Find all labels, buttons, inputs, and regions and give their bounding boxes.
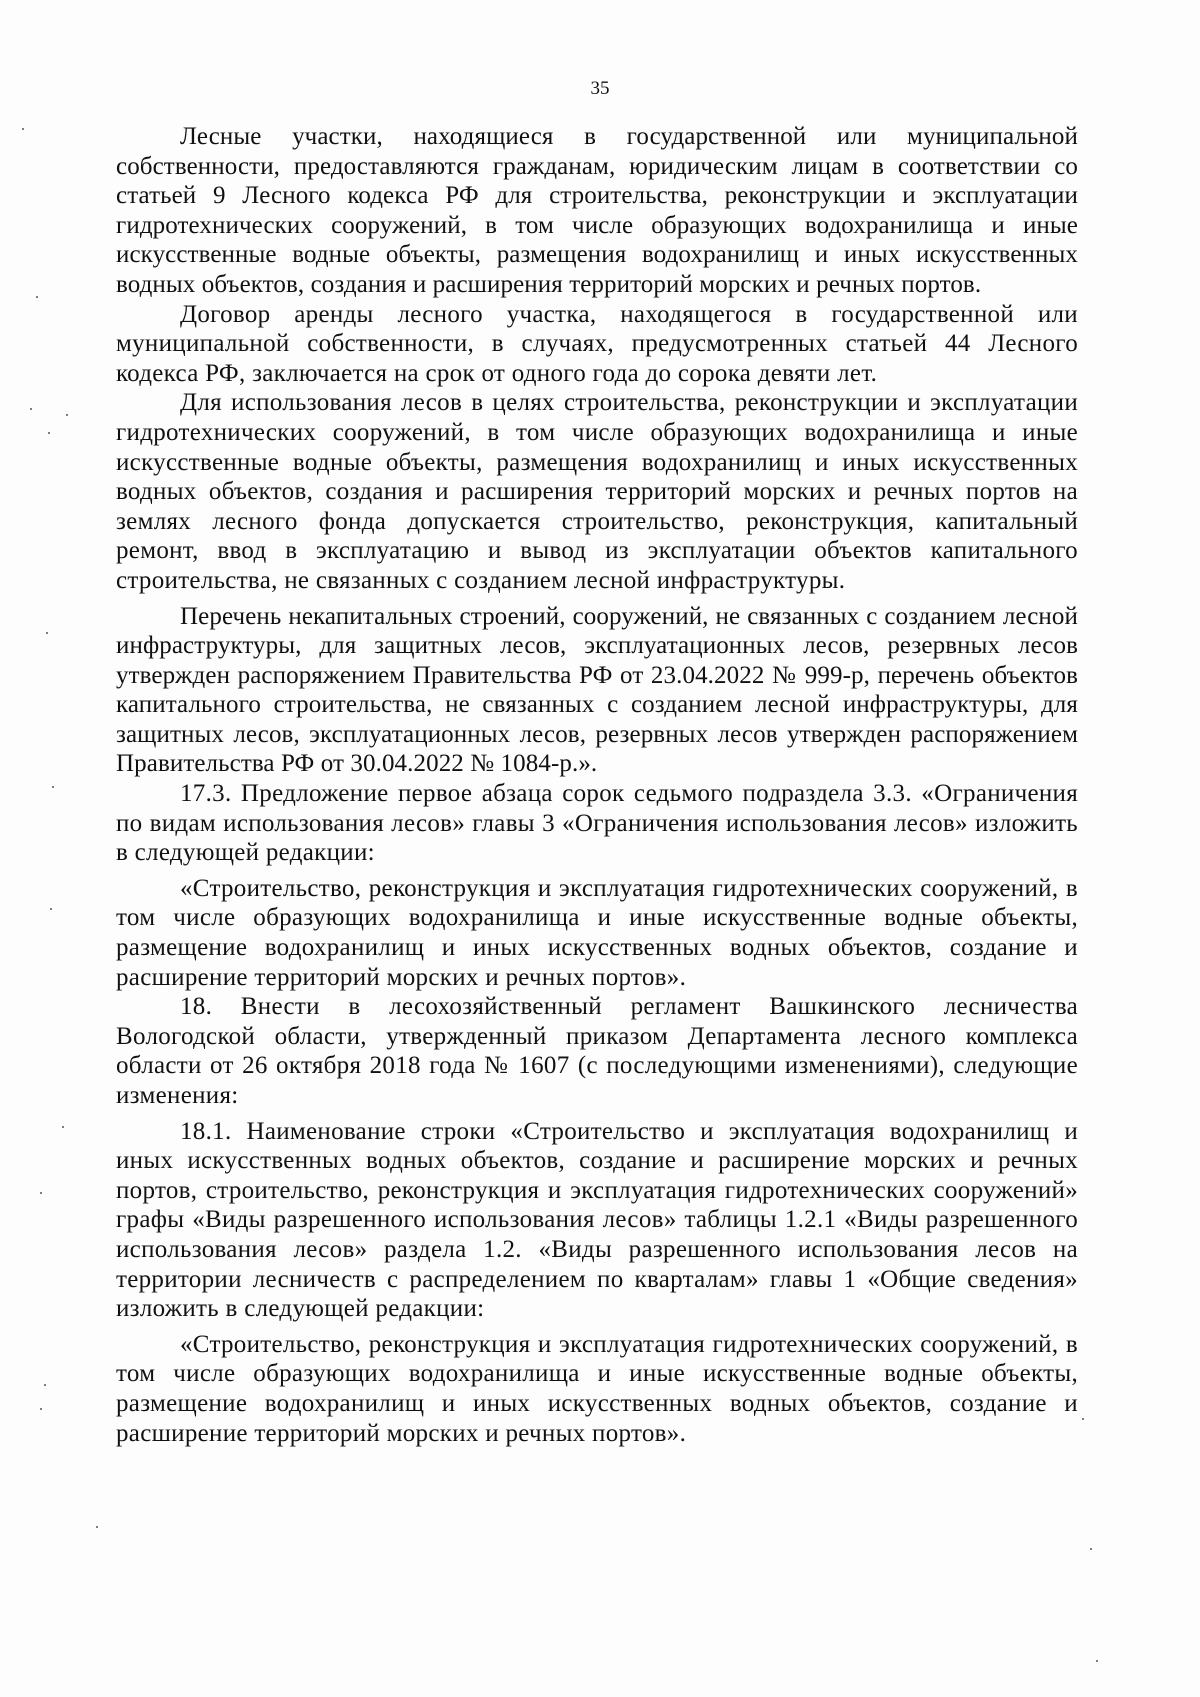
- paragraph-forest-plots-provision: Лесные участки, находящиеся в государственной или муниципальной собственности, предоставляются гражданам, юридическим лицам в соответствии со статьей 9 Лесного кодекса РФ для строительства, реконструкции и эксплуатации гидротехнических сооружений, в том числе образующих водохранилища и иные искусственные водные объекты, размещения водохранилищ и иных искусственных водных объектов, создания и расширения территорий морских и речных портов.: [116, 123, 1078, 298]
- scan-speck: [36, 296, 38, 298]
- paragraph-item-17-3: 17.3. Предложение первое абзаца сорок седьмого подраздела 3.3. «Ограничения по видам использования лесов» главы 3 «Ограничения использования лесов» изложить в следующей редакции:: [116, 780, 1078, 867]
- paragraph-item-18: 18. Внести в лесохозяйственный регламент Вашкинского лесничества Вологодской области, утвержденный приказом Департамента лесного комплекса области от 26 октября 2018 года № 1607 (с последующими изменениями), следующие изменения:: [116, 993, 1078, 1109]
- scan-speck: [44, 1384, 46, 1386]
- scan-speck: [1082, 1418, 1084, 1420]
- scan-speck: [40, 1192, 42, 1194]
- paragraph-lease-agreement-term: Договор аренды лесного участка, находящегося в государственной или муниципальной собственности, в случаях, предусмотренных статьей 44 Лесного кодекса РФ, заключается на срок от одного года до сорока девяти лет.: [116, 300, 1078, 387]
- scan-speck: [46, 632, 48, 634]
- paragraph-item-18-1: 18.1. Наименование строки «Строительство и эксплуатация водохранилищ и иных искусственных водных объектов, создание и расширение морских и речных портов, строительство, реконструкция и эксплуатация гидротехнических сооружений» графы «Виды разрешенного использования лесов» таблицы 1.2.1 «Виды разрешенного использования лесов» раздела 1.2. «Виды разрешенного использования лесов на территории лесничеств с распределением по кварталам» главы 1 «Общие сведения» изложить в следующей редакции:: [116, 1117, 1078, 1323]
- scan-speck: [62, 1126, 64, 1128]
- paragraph-quoted-replacement-1: «Строительство, реконструкция и эксплуатация гидротехнических сооружений, в том числе образующих водохранилища и иные искусственные водные объекты, размещение водохранилищ и иных искусственных водных объектов, создание и расширение территорий морских и речных портов».: [116, 874, 1078, 991]
- scan-speck: [40, 1408, 42, 1410]
- scan-speck: [52, 786, 54, 788]
- paragraph-list-of-structures: Перечень некапитальных строений, сооружений, не связанных с созданием лесной инфраструктуры, для защитных лесов, эксплуатационных лесов, резервных лесов утвержден распоряжением Правительства РФ от 23.04.2022 № 999-р, перечень объектов капитального строительства, не связанных с созданием лесной инфраструктуры, для защитных лесов, эксплуатационных лесов, резервных лесов утвержден распоряжением Правительства РФ от 30.04.2022 № 1084-р.».: [116, 602, 1078, 778]
- page-number: 35: [590, 78, 610, 99]
- scan-speck: [48, 432, 50, 434]
- scan-speck: [30, 408, 32, 410]
- scan-speck: [22, 128, 24, 130]
- scan-speck: [50, 908, 52, 910]
- scan-speck: [96, 1526, 98, 1528]
- document-body: [116, 122, 1078, 1448]
- scan-speck: [66, 414, 68, 416]
- paragraph-construction-permitted: Для использования лесов в целях строительства, реконструкции и эксплуатации гидротехнических сооружений, в том числе образующих водохранилища и иные искусственные водные объекты, размещения водохранилищ и иных искусственных водных объектов, создания и расширения территорий морских и речных портов на землях лесного фонда допускается строительство, реконструкция, капитальный ремонт, ввод в эксплуатацию и вывод из эксплуатации объектов капитального строительства, не связанных с созданием лесной инфраструктуры.: [116, 389, 1078, 594]
- paragraph-quoted-replacement-2: «Строительство, реконструкция и эксплуатация гидротехнических сооружений, в том числе образующих водохранилища и иные искусственные водные объекты, размещение водохранилищ и иных искусственных водных объектов, создание и расширение территорий морских и речных портов».: [116, 1330, 1078, 1447]
- scan-speck: [1090, 1548, 1092, 1550]
- scan-speck: [1096, 1660, 1098, 1662]
